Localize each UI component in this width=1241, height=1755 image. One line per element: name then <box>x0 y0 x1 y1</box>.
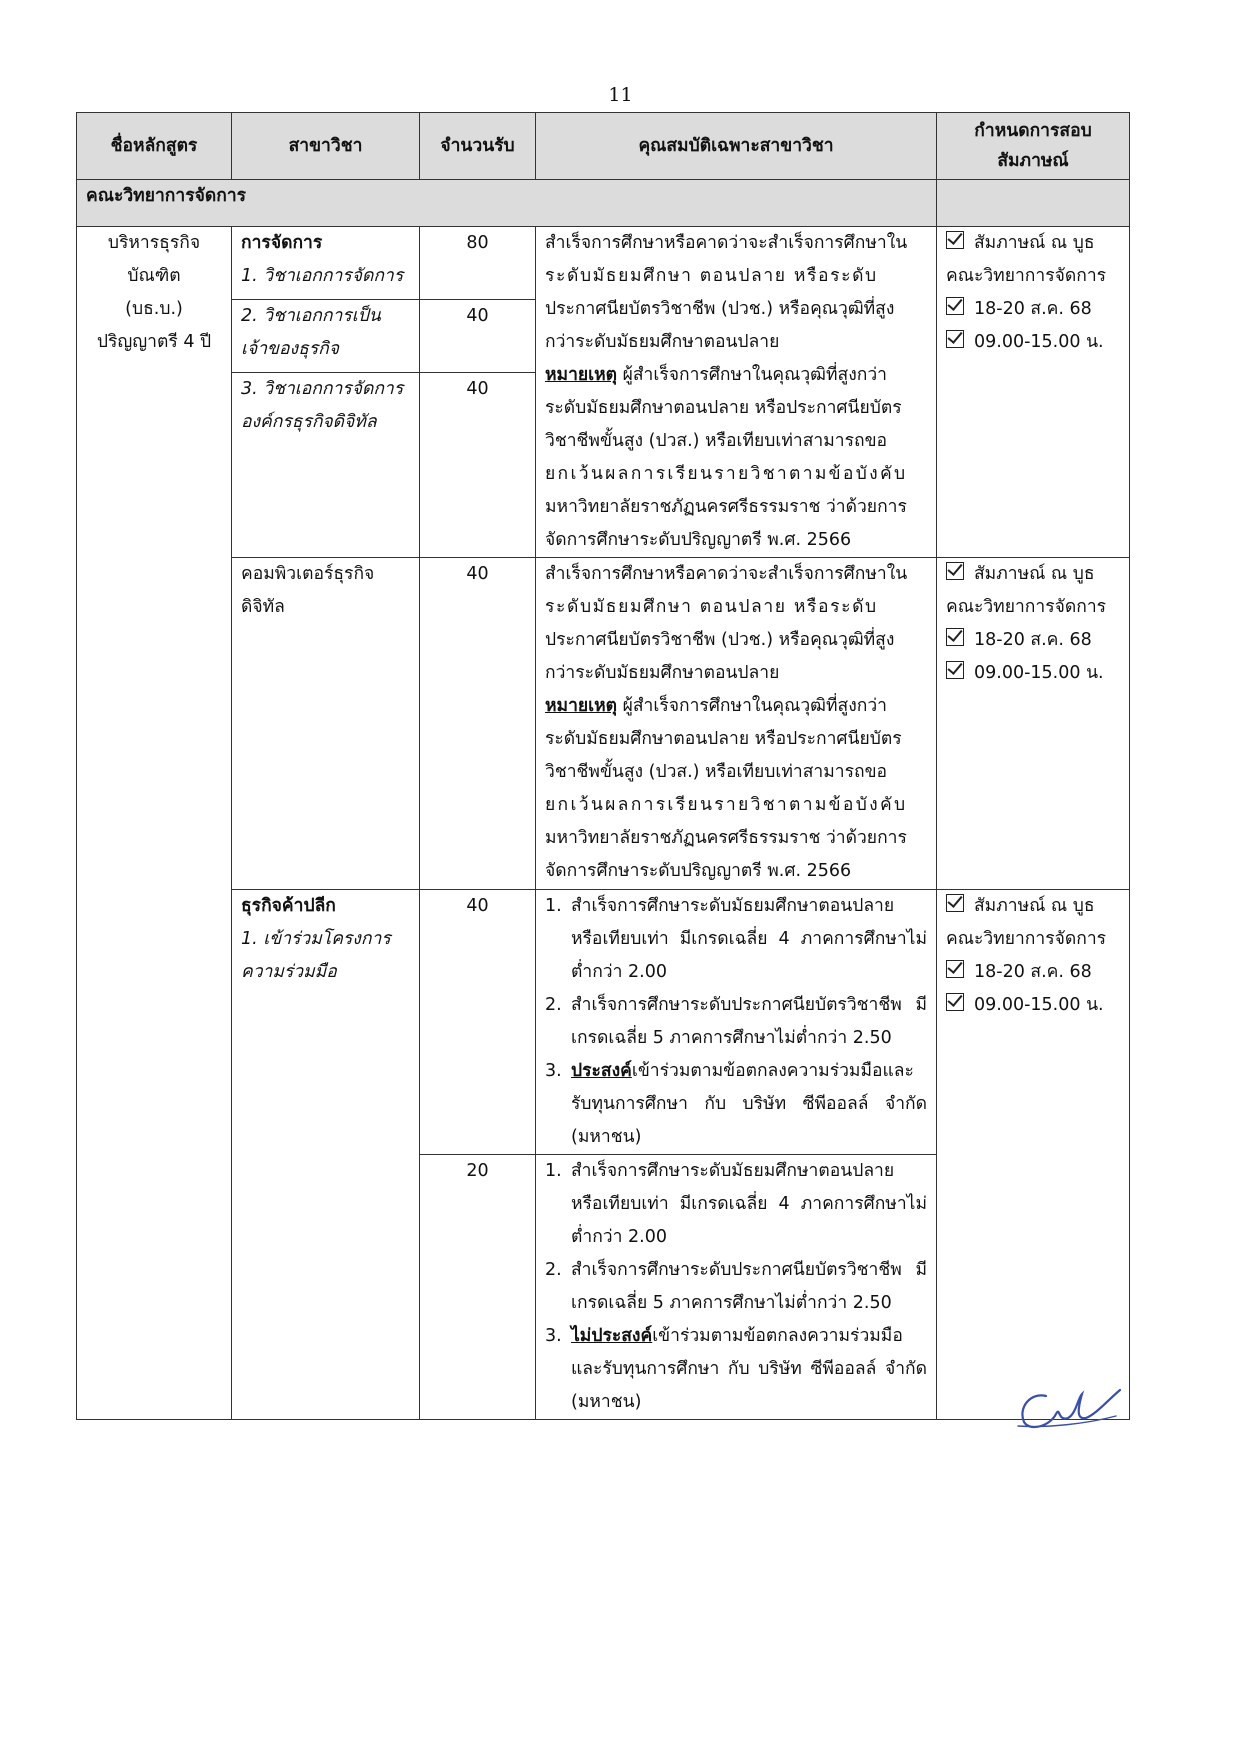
interview-time: 09.00-15.00 น. <box>974 332 1104 352</box>
interview-faculty: คณะวิทยาการจัดการ <box>946 597 1107 617</box>
admission-table <box>76 112 1130 1420</box>
list-item <box>545 1254 927 1320</box>
qual-line: กว่าระดับมัธยมศึกษาตอนปลาย <box>545 663 780 683</box>
major-management-title: การจัดการ <box>241 233 323 253</box>
interview-date: 18-20 ส.ค. 68 <box>974 962 1092 982</box>
qual-line: ยกเว้นผลการเรียนรายวิชาตามข้อบังคับ <box>545 795 908 815</box>
qual-line: จัดการศึกษาระดับปริญญาตรี พ.ศ. 2566 <box>545 861 852 881</box>
wish-text: เข้าร่วมตามข้อตกลงความร่วมมือและรับทุนการศึกษา กับ บริษัท ซีพีออลล์ จำกัด (มหาชน) <box>571 1061 927 1147</box>
quota-retail-2: 20 <box>420 1155 536 1420</box>
qual-line: ประกาศนียบัตรวิชาชีพ (ปวช.) หรือคุณวุฒิที่สูง <box>545 630 895 650</box>
quota-digital: 40 <box>420 558 536 890</box>
qual-line: ระดับมัธยมศึกษาตอนปลาย หรือประกาศนียบัตร <box>545 729 902 749</box>
checkbox-checked-icon <box>946 330 964 348</box>
list-item <box>545 1155 927 1254</box>
program-line2: บัณฑิต <box>127 266 181 286</box>
qual-line: กว่าระดับมัธยมศึกษาตอนปลาย <box>545 332 780 352</box>
note-text: ผู้สำเร็จการศึกษาในคุณวุฒิที่สูงกว่า <box>617 365 887 385</box>
qual-line: ประกาศนียบัตรวิชาชีพ (ปวช.) หรือคุณวุฒิที่สูง <box>545 299 895 319</box>
checkbox-checked-icon <box>946 960 964 978</box>
quota-management-2: 40 <box>420 300 536 373</box>
list-item <box>545 989 927 1055</box>
quota-management-1: 80 <box>420 227 536 300</box>
list-text: สำเร็จการศึกษาระดับประกาศนียบัตรวิชาชีพ มีเกรดเฉลี่ย 5 ภาคการศึกษาไม่ต่ำกว่า 2.50 <box>571 995 927 1048</box>
header-major: สาขาวิชา <box>232 113 420 180</box>
checkbox-checked-icon <box>946 562 964 580</box>
interview-location: สัมภาษณ์ ณ บูธ <box>974 564 1095 584</box>
list-text: สำเร็จการศึกษาระดับมัธยมศึกษาตอนปลาย หรือเทียบเท่า มีเกรดเฉลี่ย 4 ภาคการศึกษาไม่ต่ำกว่า 2.00 <box>571 1161 927 1247</box>
signature-icon <box>1016 1378 1126 1436</box>
list-item <box>545 1055 927 1154</box>
interview-location: สัมภาษณ์ ณ บูธ <box>974 896 1095 916</box>
wish-label: ประสงค์ <box>571 1061 632 1081</box>
header-qualifications: คุณสมบัติเฉพาะสาขาวิชา <box>536 113 937 180</box>
interview-date: 18-20 ส.ค. 68 <box>974 299 1092 319</box>
qual-line: วิชาชีพขั้นสูง (ปวส.) หรือเทียบเท่าสามารถขอ <box>545 762 888 782</box>
list-item <box>545 1320 927 1419</box>
interview-line <box>946 956 1120 989</box>
list-number: 2. <box>545 995 562 1015</box>
major-digital-line1: คอมพิวเตอร์ธุรกิจ <box>241 564 375 584</box>
major-management-sub3 <box>232 373 420 558</box>
note-text: ผู้สำเร็จการศึกษาในคุณวุฒิที่สูงกว่า <box>617 696 887 716</box>
checkbox-checked-icon <box>946 297 964 315</box>
list-number: 2. <box>545 1260 562 1280</box>
page-number: 11 <box>608 84 633 106</box>
table-row <box>77 558 1130 890</box>
header-program: ชื่อหลักสูตร <box>77 113 232 180</box>
qual-note <box>545 359 927 392</box>
interview-line <box>946 293 1120 326</box>
header-interview-line2: สัมภาษณ์ <box>997 151 1069 171</box>
list-text: สำเร็จการศึกษาระดับมัธยมศึกษาตอนปลาย หรือเทียบเท่า มีเกรดเฉลี่ย 4 ภาคการศึกษาไม่ต่ำกว่า 2.00 <box>571 896 927 982</box>
major-sub-line: 3. วิชาเอกการจัดการ <box>241 379 404 399</box>
qualification-list <box>545 890 927 1154</box>
qual-line: วิชาชีพขั้นสูง (ปวส.) หรือเทียบเท่าสามารถขอ <box>545 431 888 451</box>
header-interview-line1: กำหนดการสอบ <box>974 121 1092 141</box>
interview-line <box>946 989 1120 1022</box>
qualification-retail-1 <box>536 890 937 1155</box>
major-digital <box>232 558 420 890</box>
major-sub-line: เจ้าของธุรกิจ <box>241 339 340 359</box>
list-number: 1. <box>545 1161 562 1181</box>
program-line1: บริหารธุรกิจ <box>107 233 201 253</box>
list-text <box>571 1055 927 1154</box>
interview-line <box>946 558 1120 591</box>
program-line4: ปริญญาตรี 4 ปี <box>96 332 212 352</box>
qual-line: มหาวิทยาลัยราชภัฏนครศรีธรรมราช ว่าด้วยการ <box>545 828 907 848</box>
qual-line: ระดับมัธยมศึกษาตอนปลาย หรือประกาศนียบัตร <box>545 398 902 418</box>
qual-line: สำเร็จการศึกษาหรือคาดว่าจะสำเร็จการศึกษาใน <box>545 233 908 253</box>
major-management <box>232 227 420 300</box>
interview-time: 09.00-15.00 น. <box>974 663 1104 683</box>
interview-faculty: คณะวิทยาการจัดการ <box>946 929 1107 949</box>
no-wish-label: ไม่ประสงค์ <box>571 1326 653 1346</box>
interview-line <box>946 624 1120 657</box>
interview-line <box>946 227 1120 260</box>
checkbox-checked-icon <box>946 628 964 646</box>
major-management-sub2 <box>232 300 420 373</box>
qual-note <box>545 690 927 723</box>
interview-retail <box>937 890 1130 1420</box>
list-number: 3. <box>545 1326 562 1346</box>
list-text <box>571 1320 927 1419</box>
qualification-management <box>536 227 937 558</box>
program-line3: (บธ.บ.) <box>125 299 183 319</box>
list-number: 1. <box>545 896 562 916</box>
qual-line: ยกเว้นผลการเรียนรายวิชาตามข้อบังคับ <box>545 464 908 484</box>
list-text: สำเร็จการศึกษาระดับประกาศนียบัตรวิชาชีพ มีเกรดเฉลี่ย 5 ภาคการศึกษาไม่ต่ำกว่า 2.50 <box>571 1260 927 1313</box>
major-retail-sub1-line1: 1. เข้าร่วมโครงการ <box>241 929 391 949</box>
interview-line <box>946 890 1120 923</box>
quota-management-3: 40 <box>420 373 536 558</box>
interview-time: 09.00-15.00 น. <box>974 995 1104 1015</box>
interview-location: สัมภาษณ์ ณ บูธ <box>974 233 1095 253</box>
qualification-list <box>545 1155 927 1419</box>
interview-line <box>946 657 1120 690</box>
major-sub-line: 2. วิชาเอกการเป็น <box>241 306 381 326</box>
checkbox-checked-icon <box>946 231 964 249</box>
checkbox-checked-icon <box>946 993 964 1011</box>
major-digital-line2: ดิจิทัล <box>241 597 285 617</box>
no-wish-text: เข้าร่วมตามข้อตกลงความร่วมมือและรับทุนการศึกษา กับ บริษัท ซีพีออลล์ จำกัด (มหาชน) <box>571 1326 927 1412</box>
table-row <box>77 890 1130 1155</box>
qual-line: มหาวิทยาลัยราชภัฏนครศรีธรรมราช ว่าด้วยการ <box>545 497 907 517</box>
interview-date: 18-20 ส.ค. 68 <box>974 630 1092 650</box>
qual-line: ระดับมัธยมศึกษา ตอนปลาย หรือระดับ <box>545 597 878 617</box>
faculty-name: คณะวิทยาการจัดการ <box>77 180 937 227</box>
faculty-row <box>77 180 1130 227</box>
program-cell <box>77 227 232 1420</box>
checkbox-checked-icon <box>946 894 964 912</box>
qualification-digital <box>536 558 937 890</box>
checkbox-checked-icon <box>946 661 964 679</box>
note-label: หมายเหตุ <box>545 365 618 385</box>
faculty-row-blank <box>937 180 1130 227</box>
header-interview <box>937 113 1130 180</box>
major-management-sub1: 1. วิชาเอกการจัดการ <box>241 266 404 286</box>
interview-management <box>937 227 1130 558</box>
list-number: 3. <box>545 1061 562 1081</box>
major-sub-line: องค์กรธุรกิจดิจิทัล <box>241 412 377 432</box>
major-retail <box>232 890 420 1420</box>
qualification-retail-2 <box>536 1155 937 1420</box>
list-item <box>545 890 927 989</box>
header-quota: จำนวนรับ <box>420 113 536 180</box>
qual-line: จัดการศึกษาระดับปริญญาตรี พ.ศ. 2566 <box>545 530 852 550</box>
major-retail-title: ธุรกิจค้าปลีก <box>241 896 336 916</box>
note-label: หมายเหตุ <box>545 696 618 716</box>
qual-line: ระดับมัธยมศึกษา ตอนปลาย หรือระดับ <box>545 266 878 286</box>
table-row <box>77 227 1130 300</box>
qual-line: สำเร็จการศึกษาหรือคาดว่าจะสำเร็จการศึกษาใน <box>545 564 908 584</box>
interview-digital <box>937 558 1130 890</box>
table-header-row <box>77 113 1130 180</box>
major-retail-sub1-line2: ความร่วมมือ <box>241 962 337 982</box>
interview-faculty: คณะวิทยาการจัดการ <box>946 266 1107 286</box>
interview-line <box>946 326 1120 359</box>
quota-retail-1: 40 <box>420 890 536 1155</box>
